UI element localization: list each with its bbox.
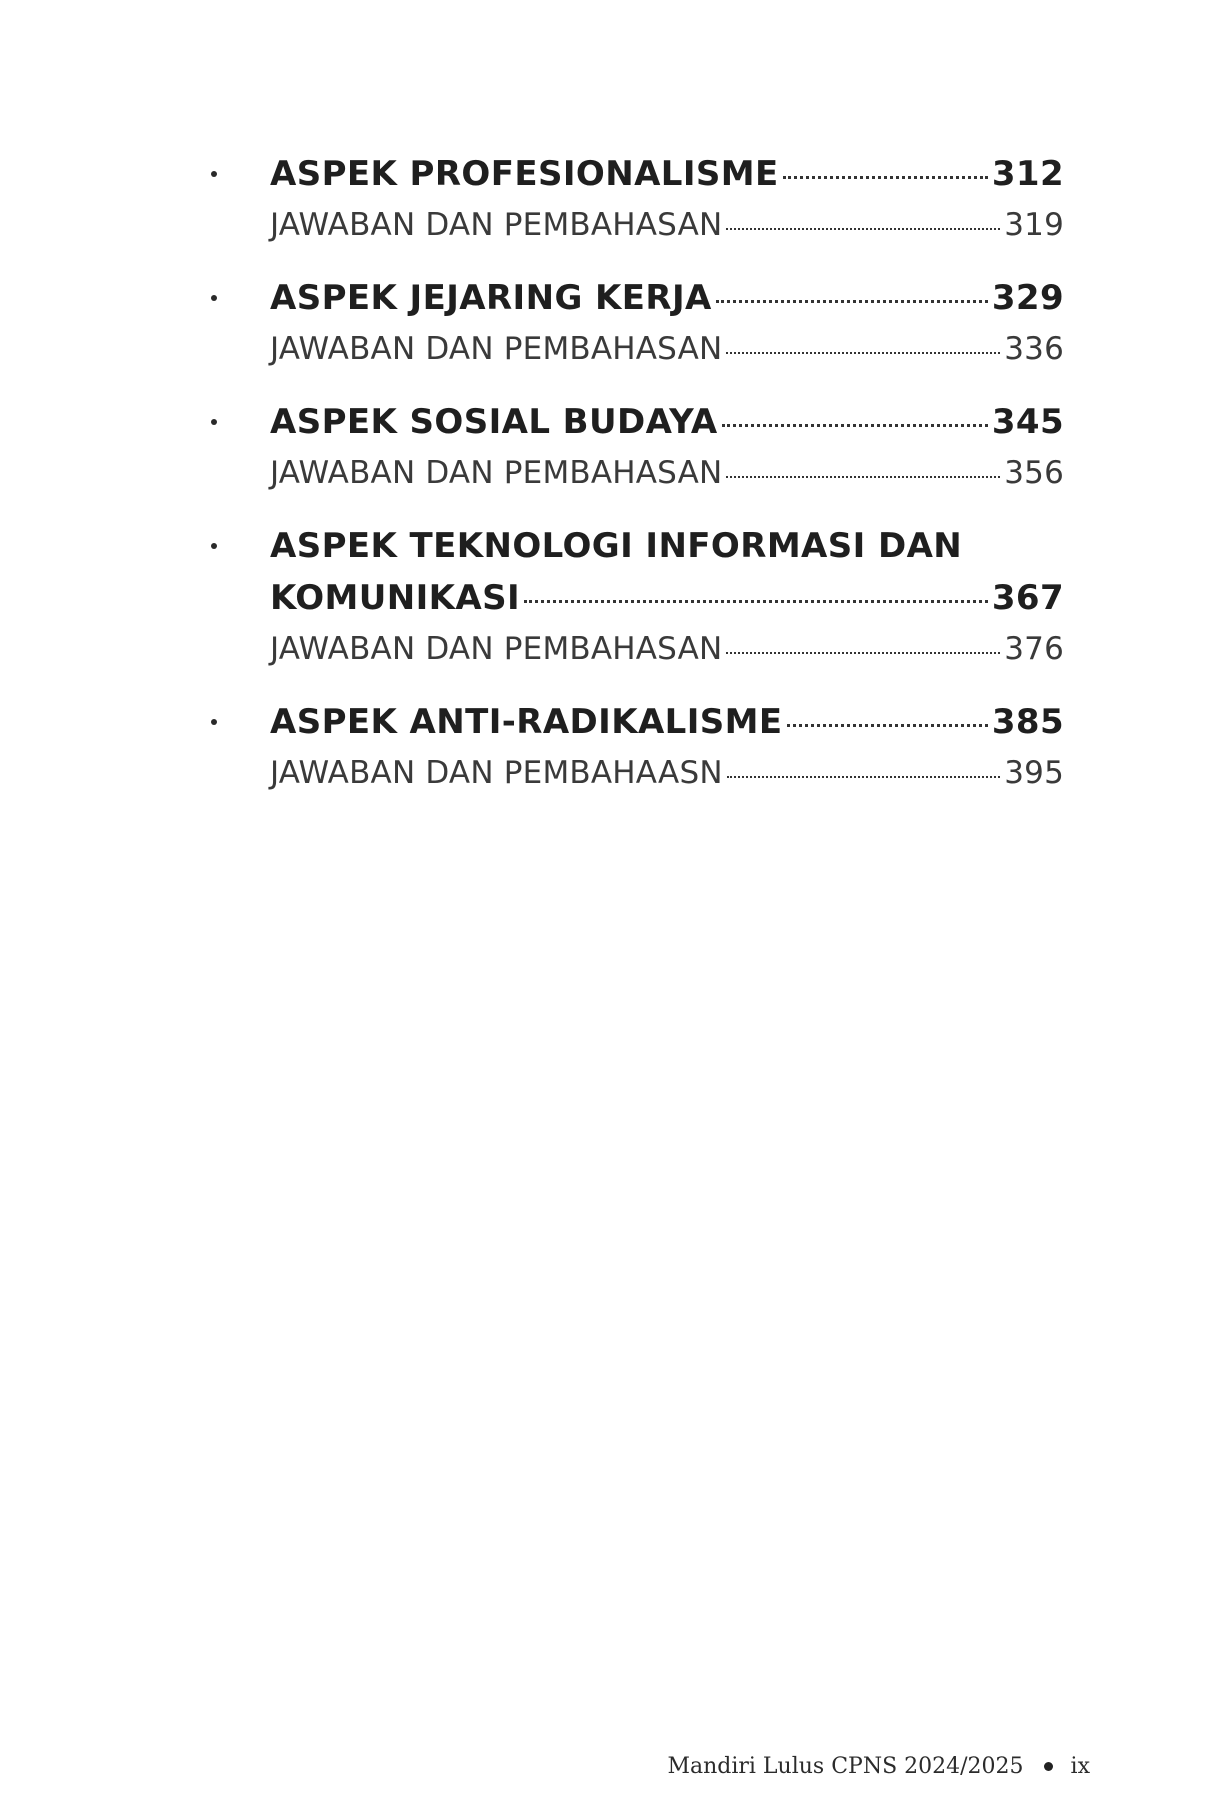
toc-entry-title: ASPEK PROFESIONALISME (270, 154, 779, 194)
toc-subentry[interactable] (270, 200, 1064, 250)
toc-subentry-page: 376 (1004, 631, 1064, 667)
dot-leader (787, 724, 988, 727)
bullet-icon (211, 543, 217, 549)
toc-subentry-page: 319 (1004, 207, 1064, 243)
toc-entry-page: 329 (991, 278, 1064, 318)
toc-section-sosial-budaya (207, 396, 1064, 498)
toc-entry[interactable] (270, 396, 1064, 448)
toc-subentry-title: JAWABAN DAN PEMBAHASAN (270, 331, 723, 367)
toc-entry-page: 367 (991, 578, 1064, 618)
toc-subentry[interactable] (270, 748, 1064, 798)
toc-entry-title: ASPEK JEJARING KERJA (270, 278, 712, 318)
toc-entry-title-line1[interactable]: ASPEK TEKNOLOGI INFORMASI DAN (270, 526, 963, 566)
toc-section-jejaring-kerja (207, 272, 1064, 374)
bullet-icon (211, 419, 217, 425)
bullet-icon (211, 719, 217, 725)
toc-subentry-page: 336 (1004, 331, 1064, 367)
toc-subentry-page: 356 (1004, 455, 1064, 491)
toc-entry[interactable] (270, 696, 1064, 748)
toc-entry[interactable] (270, 572, 1064, 624)
toc-entry-page: 385 (991, 702, 1064, 742)
toc-subentry[interactable] (270, 324, 1064, 374)
dot-leader (783, 176, 988, 179)
page-footer (667, 1754, 1090, 1779)
toc-subentry-title: JAWABAN DAN PEMBAHASAN (270, 207, 723, 243)
bullet-icon (211, 295, 217, 301)
toc-subentry-title: JAWABAN DAN PEMBAHASAN (270, 455, 723, 491)
toc-entry-title: ASPEK ANTI-RADIKALISME (270, 702, 783, 742)
toc-subentry[interactable] (270, 624, 1064, 674)
dot-leader (726, 476, 1000, 478)
toc-subentry[interactable] (270, 448, 1064, 498)
footer-book-title: Mandiri Lulus CPNS 2024/2025 (667, 1754, 1024, 1779)
toc-entry-title: KOMUNIKASI (270, 578, 521, 618)
toc-entry-page: 312 (991, 154, 1064, 194)
toc-section-teknologi-informasi (207, 520, 1064, 674)
dot-leader (726, 228, 1000, 230)
dot-leader (727, 776, 1000, 778)
dot-leader (716, 300, 988, 303)
dot-leader (726, 652, 1000, 654)
toc-section-profesionalisme (207, 148, 1064, 250)
bullet-icon (211, 171, 217, 177)
toc-subentry-page: 395 (1004, 755, 1064, 791)
toc-entry-page: 345 (991, 402, 1064, 442)
dot-leader (524, 600, 988, 603)
toc-entry[interactable] (270, 148, 1064, 200)
toc-entry[interactable] (270, 272, 1064, 324)
separator-dot-icon (1044, 1762, 1053, 1771)
footer-page-number: ix (1070, 1754, 1090, 1779)
toc-entry-title: ASPEK SOSIAL BUDAYA (270, 402, 718, 442)
dot-leader (722, 424, 988, 427)
toc-section-anti-radikalisme (207, 696, 1064, 798)
dot-leader (726, 352, 1000, 354)
table-of-contents (207, 148, 1064, 820)
toc-subentry-title: JAWABAN DAN PEMBAHASAN (270, 631, 723, 667)
toc-subentry-title: JAWABAN DAN PEMBAHAASN (270, 755, 723, 791)
